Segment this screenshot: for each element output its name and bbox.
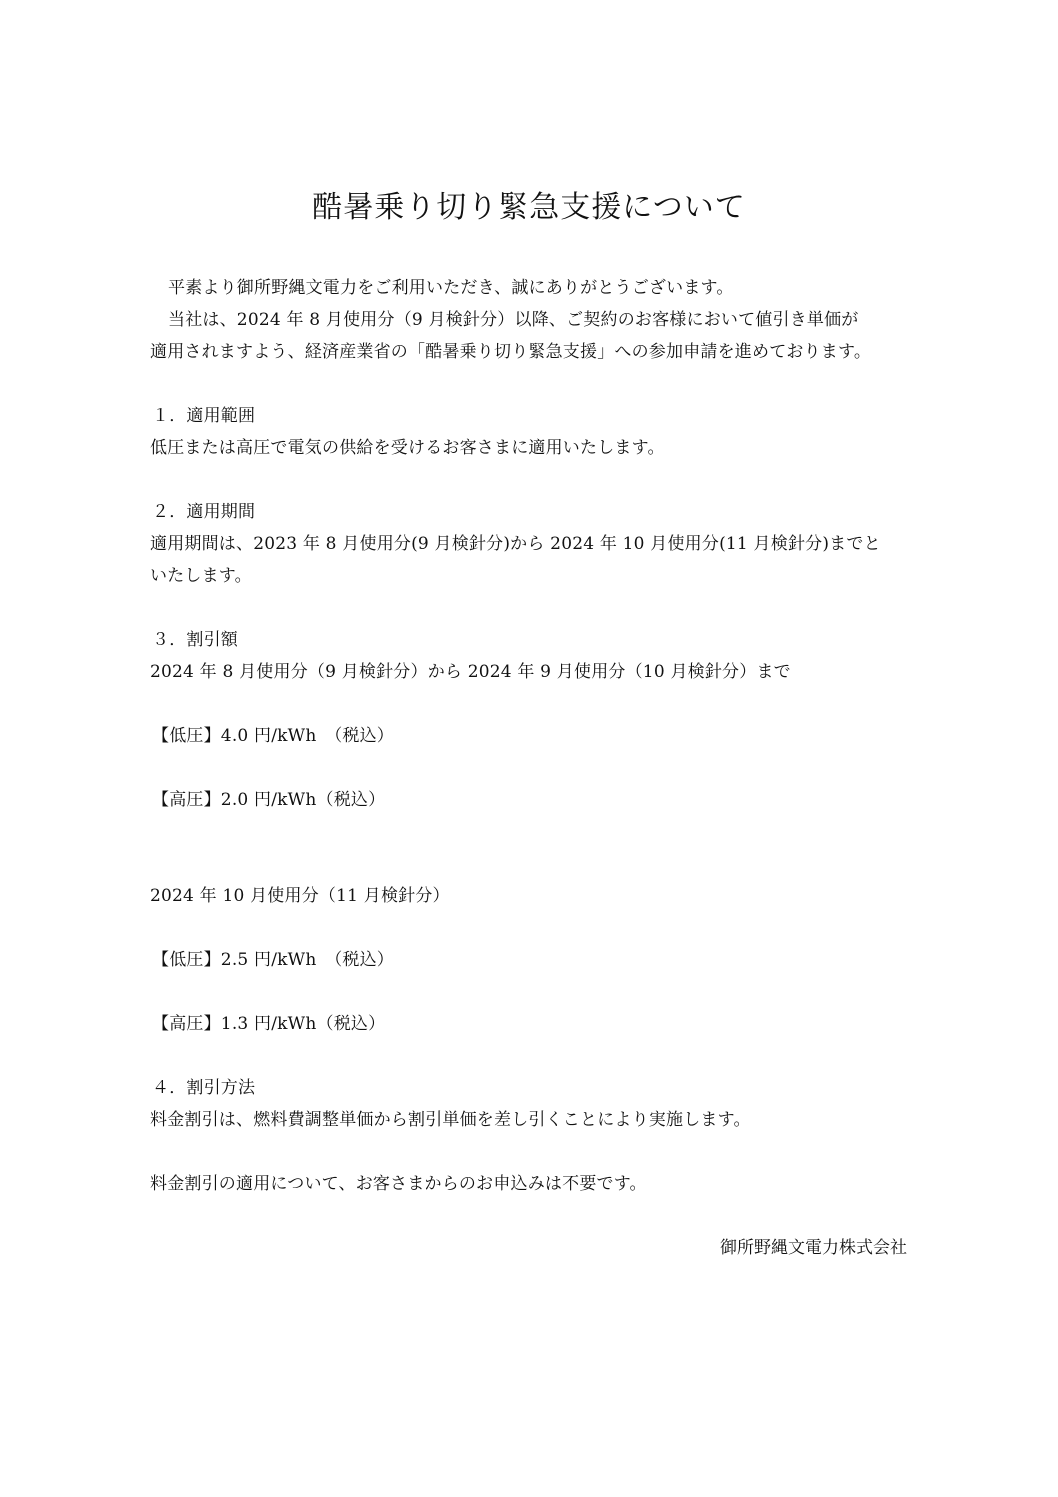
discount-period-1-low-voltage: 【低圧】4.0 円/kWh （税込） xyxy=(152,726,394,746)
section-body-period-line-2: いたします。 xyxy=(150,566,252,586)
page-title: 酷暑乗り切り緊急支援について xyxy=(312,190,746,225)
section-heading-method: ４．割引方法 xyxy=(152,1078,256,1098)
section-heading-scope: １．適用範囲 xyxy=(152,406,256,426)
discount-period-1-high-voltage: 【高圧】2.0 円/kWh（税込） xyxy=(152,790,386,810)
section-body-method: 料金割引は、燃料費調整単価から割引単価を差し引くことにより実施します。 xyxy=(150,1110,751,1130)
intro-line-2: 当社は、2024 年 8 月使用分（9 月検針分）以降、ご契約のお客様において値引き単価が xyxy=(168,310,859,330)
section-heading-discount: ３．割引額 xyxy=(152,630,238,650)
intro-line-1: 平素より御所野縄文電力をご利用いただき、誠にありがとうございます。 xyxy=(168,278,734,298)
intro-line-3: 適用されますよう、経済産業省の「酷暑乗り切り緊急支援」への参加申請を進めております。 xyxy=(150,342,872,362)
discount-period-2-high-voltage: 【高圧】1.3 円/kWh（税込） xyxy=(152,1014,386,1034)
discount-period-2-low-voltage: 【低圧】2.5 円/kWh （税込） xyxy=(152,950,394,970)
section-body-scope: 低圧または高圧で電気の供給を受けるお客さまに適用いたします。 xyxy=(150,438,665,458)
company-signature: 御所野縄文電力株式会社 xyxy=(720,1238,907,1258)
application-note: 料金割引の適用について、お客さまからのお申込みは不要です。 xyxy=(150,1174,647,1194)
discount-period-1: 2024 年 8 月使用分（9 月検針分）から 2024 年 9 月使用分（10 月検針分）まで xyxy=(150,662,791,682)
section-heading-period: ２．適用期間 xyxy=(152,502,256,522)
section-body-period-line-1: 適用期間は、2023 年 8 月使用分(9 月検針分)から 2024 年 10 月使用分(11 月検針分)までと xyxy=(150,534,881,554)
discount-period-2: 2024 年 10 月使用分（11 月検針分） xyxy=(150,886,450,906)
